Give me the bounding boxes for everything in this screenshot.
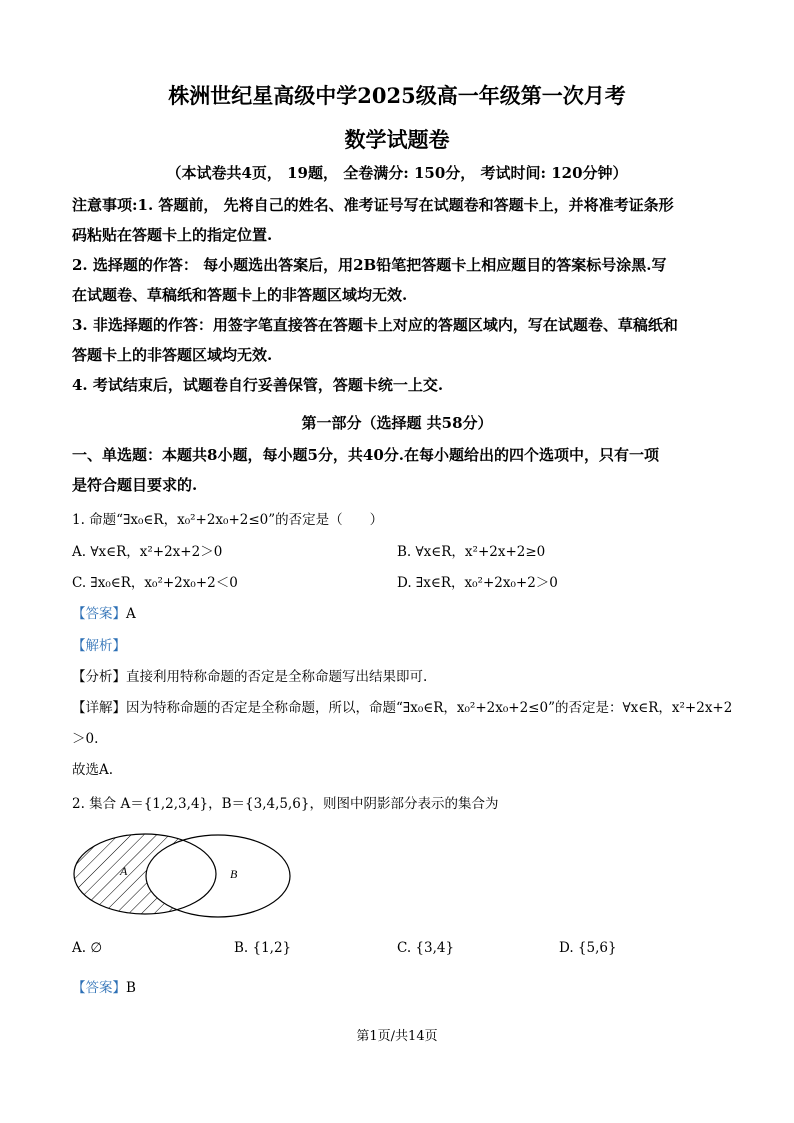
q1-option-b: B. ∀x∈R，x²+2x+2≥0: [397, 544, 546, 560]
q1-detail-cont: ＞0.: [72, 731, 99, 747]
set-a-label: A: [120, 864, 128, 878]
notice-item-1a: 注意事项:1. 答题前， 先将自己的姓名、准考证号写在试题卷和答题卡上，并将准考证条形: [72, 196, 674, 214]
q2-option-c: C. {3,4}: [397, 940, 455, 956]
analysis-tag: 【解析】: [72, 638, 126, 654]
q1-option-c: C. ∃x₀∈R，x₀²+2x₀+2＜0: [72, 575, 238, 591]
answer-value: A: [126, 606, 136, 622]
q1-fenxi: [72, 665, 427, 685]
q2-option-a: A. ∅: [72, 940, 103, 956]
fenxi-tag: 【分析】: [72, 669, 126, 685]
exam-info: （本试卷共4页， 19题， 全卷满分: 150分， 考试时间: 120分钟）: [166, 164, 628, 182]
fenxi-text: 直接利用特称命题的否定是全称命题写出结果即可.: [126, 669, 428, 685]
q2-answer: [72, 976, 136, 996]
section-intro: [72, 440, 724, 500]
q1-option-a: A. ∀x∈R，x²+2x+2＞0: [72, 544, 223, 560]
q1-detail: [72, 696, 732, 716]
q1-conclusion: 故选A.: [72, 762, 114, 778]
notice-block: [72, 190, 724, 400]
q1-stem: 1. 命题“∃x₀∈R，x₀²+2x₀+2≤0”的否定是（ ）: [72, 512, 384, 528]
section-intro-a: 一、单选题：本题共8小题，每小题5分，共40分.在每小题给出的四个选项中，只有一项: [72, 446, 659, 464]
venn-diagram: [70, 832, 300, 922]
notice-item-3a: 3. 非选择题的作答：用签字笔直接答在答题卡上对应的答题区域内，写在试题卷、草稿纸和: [72, 316, 678, 334]
notice-item-2a: 2. 选择题的作答： 每小题选出答案后，用2B铅笔把答题卡上相应题目的答案标号涂黑.写: [72, 256, 667, 274]
page-subtitle: 数学试题卷: [344, 127, 450, 152]
section-heading: 第一部分（选择题 共58分）: [301, 414, 493, 432]
q1-analysis: [72, 634, 126, 654]
section-intro-b: 是符合题目要求的.: [72, 476, 198, 494]
q2-option-d: D. {5,6}: [559, 940, 617, 956]
answer-tag: 【答案】: [72, 980, 126, 996]
set-b-label: B: [230, 867, 238, 881]
notice-item-4: 4. 考试结束后，试题卷自行妥善保管，答题卡统一上交.: [72, 376, 444, 394]
answer-tag: 【答案】: [72, 606, 126, 622]
answer-value: B: [126, 980, 136, 996]
page-title: 株洲世纪星高级中学2025级高一年级第一次月考: [168, 83, 626, 108]
detail-text: 因为特称命题的否定是全称命题，所以，命题“∃x₀∈R，x₀²+2x₀+2≤0”的否定是：∀x∈R，x²+2x+2: [126, 700, 733, 716]
notice-item-3b: 答题卡上的非答题区域均无效.: [72, 346, 273, 364]
q1-answer: [72, 602, 136, 622]
q2-option-b: B. {1,2}: [234, 940, 292, 956]
notice-item-1b: 码粘贴在答题卡上的指定位置.: [72, 226, 273, 244]
notice-item-2b: 在试题卷、草稿纸和答题卡上的非答题区域均无效.: [72, 286, 408, 304]
q2-stem: 2. 集合 A＝{1,2,3,4}，B＝{3,4,5,6}，则图中阴影部分表示的集合为: [72, 796, 499, 812]
page-footer: 第1页/共14页: [356, 1029, 438, 1044]
detail-tag: 【详解】: [72, 700, 126, 716]
q1-option-d: D. ∃x∈R，x₀²+2x₀+2＞0: [397, 575, 558, 591]
